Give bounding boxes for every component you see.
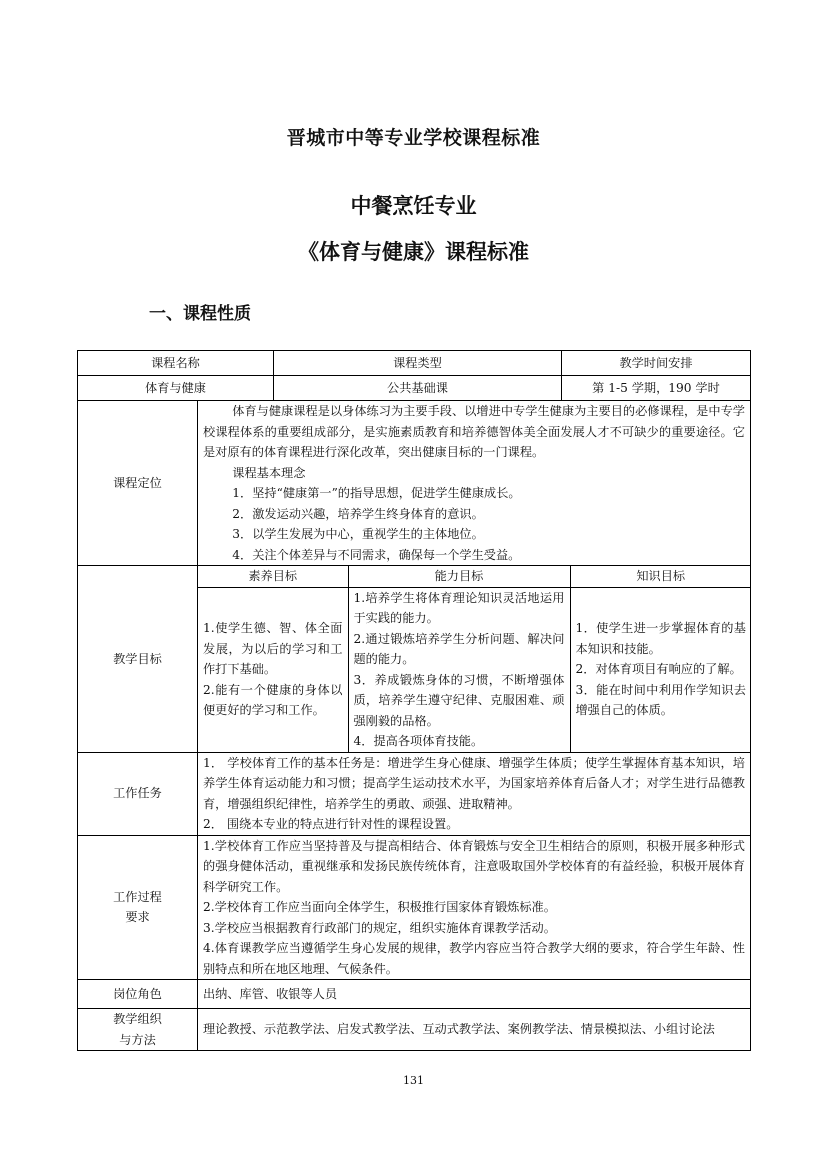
literacy-item: 2.能有一个健康的身体以便更好的学习和工作。 [203, 682, 343, 718]
task-item: 1． 学校体育工作的基本任务是：增进学生身心健康、增强学生体质；使学生掌握体育基本知识，培养学生体育运动能力和习惯；提高学生运动技术水平，为国家培养体育后备人才；对学生进行品德教育，增强组织纪律性，培养学生的勇敢、顽强、进取精神。 [203, 755, 745, 811]
roles-row [78, 980, 751, 1009]
tasks-label: 工作任务 [78, 752, 198, 835]
objectives-row [78, 566, 751, 753]
concept-title: 课程基本理念 [232, 465, 306, 480]
tasks-row [78, 752, 751, 835]
course-name-value: 体育与健康 [78, 376, 274, 401]
ability-item: 3．养成锻炼身体的习惯，不断增强体质，培养学生遵守纪律、克服困难、顽强刚毅的品格。 [353, 672, 565, 728]
knowledge-item: 1．使学生进一步掌握体育的基本知识和技能。 [575, 621, 746, 656]
objectives-content [198, 566, 751, 753]
methods-value: 理论教授、示范教学法、启发式教学法、互动式教学法、案例教学法、情景模拟法、小组讨论法 [198, 1009, 751, 1051]
knowledge-item: 3．能在时间中利用作学知识去增强自己的体质。 [575, 682, 746, 718]
concept-item: 3．以学生发展为中心，重视学生的主体地位。 [232, 527, 484, 541]
methods-label-line: 教学组织 [113, 1012, 162, 1026]
ability-item: 1.培养学生将体育理论知识灵活地运用于实践的能力。 [353, 590, 565, 625]
header-course-name: 课程名称 [78, 351, 274, 376]
positioning-content [198, 401, 751, 566]
concept-item: 2．激发运动兴趣，培养学生终身体育的意识。 [232, 506, 484, 521]
ability-item: 2.通过锻炼培养学生分析问题、解决问题的能力。 [353, 631, 565, 666]
course-standard-table [77, 350, 751, 1051]
process-content [198, 835, 751, 980]
header-course-type: 课程类型 [274, 351, 562, 376]
concept-item: 1．坚持“健康第一”的指导思想，促进学生健康成长。 [232, 486, 521, 500]
objectives-subtable [198, 566, 751, 752]
methods-row [78, 1009, 751, 1051]
process-label-line: 要求 [125, 910, 150, 925]
knowledge-objectives [570, 587, 751, 752]
literacy-objectives [198, 587, 348, 752]
process-item: 2.学校体育工作应当面向全体学生，积极推行国家体育锻炼标准。 [203, 900, 556, 914]
course-info-row [78, 376, 751, 401]
literacy-header: 素养目标 [198, 566, 348, 587]
ability-objectives [348, 587, 570, 752]
objectives-body-row [198, 587, 751, 752]
course-title: 《体育与健康》课程标准 [298, 240, 529, 264]
methods-label-line: 与方法 [119, 1032, 156, 1047]
knowledge-header: 知识目标 [570, 566, 751, 587]
major-title: 中餐烹饪专业 [350, 194, 477, 218]
roles-label: 岗位角色 [78, 980, 198, 1009]
task-item: 2． 围绕本专业的特点进行针对性的课程设置。 [203, 817, 459, 831]
process-label-line: 工作过程 [113, 889, 162, 904]
knowledge-item: 2．对体育项目有响应的了解。 [575, 662, 742, 677]
roles-value: 出纳、库管、收银等人员 [198, 980, 751, 1009]
document-title: 晋城市中等专业学校课程标准 [286, 127, 541, 149]
objectives-label: 教学目标 [78, 566, 198, 753]
tasks-content [198, 752, 751, 835]
concept-item: 4．关注个体差异与不同需求，确保每一个学生受益。 [232, 547, 521, 562]
positioning-row [78, 401, 751, 566]
process-row [78, 835, 751, 980]
process-label [78, 835, 198, 980]
schedule-value: 第 1-5 学期，190 学时 [562, 376, 751, 401]
process-item: 1.学校体育工作应当坚持普及与提高相结合、体育锻炼与安全卫生相结合的原则，积极开展多种形式的强身健体活动，重视继承和发扬民族传统体育，注意吸取国外学校体育的有益经验，积极开展体育科学研究工作。 [203, 838, 745, 894]
objectives-header-row [198, 566, 751, 587]
positioning-paragraph: 体育与健康课程是以身体练习为主要手段、以增进中专学生健康为主要目的必修课程，是中专学校课程体系的重要组成部分，是实施素质教育和培养德智体美全面发展人才不可缺少的重要途径。它是对原有的体育课程进行深化改革，突出健康目标的一门课程。 [203, 404, 745, 459]
process-item: 4.体育课教学应当遵循学生身心发展的规律，教学内容应当符合教学大纲的要求，符合学生年龄、性别特点和所在地区地理、气候条件。 [203, 941, 745, 976]
page-number: 131 [403, 1074, 424, 1087]
methods-label [78, 1009, 198, 1051]
section-heading: 一、课程性质 [149, 304, 251, 324]
ability-item: 4．提高各项体育技能。 [353, 734, 484, 748]
positioning-label: 课程定位 [78, 401, 198, 566]
literacy-item: 1.使学生德、智、体全面发展，为以后的学习和工作打下基础。 [203, 621, 343, 677]
header-row [78, 351, 751, 376]
ability-header: 能力目标 [348, 566, 570, 587]
course-type-value: 公共基础课 [274, 376, 562, 401]
process-item: 3.学校应当根据教育行政部门的规定，组织实施体育课教学活动。 [203, 920, 556, 935]
header-schedule: 教学时间安排 [562, 351, 751, 376]
